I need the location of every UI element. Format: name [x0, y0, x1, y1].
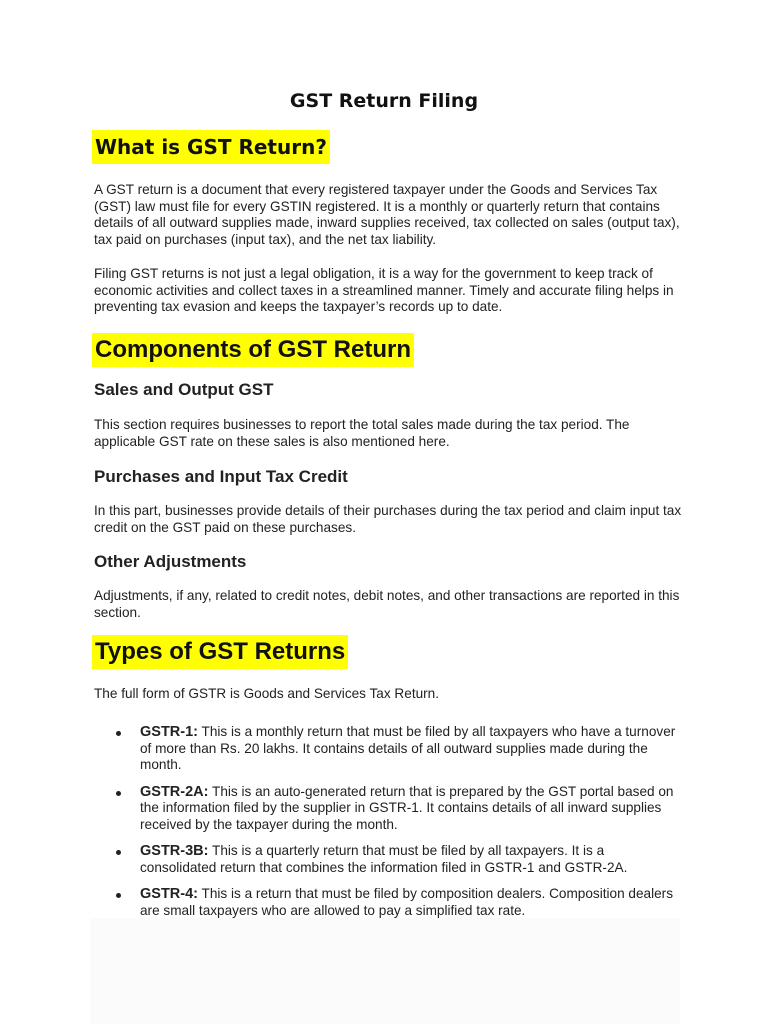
subheading-other-adjustments: Other Adjustments: [94, 552, 247, 571]
description-gstr-4: This is a return that must be filed by composition dealers. Composition dealers are small taxpayers who are allowed to pay a simplified tax rate.: [140, 886, 674, 918]
section-heading-components: Components of GST Return: [92, 333, 414, 367]
list-item-gstr-1: [94, 724, 684, 774]
paragraph-gst-return-definition: A GST return is a document that every registered taxpayer under the Goods and Services Tax (GST) law must file for every GSTIN registered. It is a monthly or quarterly return that contains details of all outward supplies made, inward supplies received, tax collected on sales (output tax), tax paid on purchases (input tax), and the net tax liability.: [94, 182, 680, 247]
bullet-icon: [116, 791, 121, 796]
gst-return-types-list: [94, 724, 684, 929]
list-item-gstr-4: [94, 886, 684, 919]
description-gstr-2a: This is an auto-generated return that is prepared by the GST portal based on the information filed by the supplier in GSTR-1. It contains details of all inward supplies received by the taxpayer during the month.: [140, 783, 674, 832]
section-heading-types: Types of GST Returns: [92, 635, 348, 669]
bullet-icon: [116, 731, 121, 736]
paragraph-other-adjustments: Adjustments, if any, related to credit notes, debit notes, and other transactions are reported in this section.: [94, 588, 680, 620]
paragraph-purchases-itc: In this part, businesses provide details of their purchases during the tax period and claim input tax credit on the GST paid on these purchases.: [94, 503, 682, 535]
term-gstr-4: GSTR-4:: [140, 886, 198, 902]
subheading-purchases-itc: Purchases and Input Tax Credit: [94, 467, 348, 486]
paragraph-gstr-full-form: The full form of GSTR is Goods and Services Tax Return.: [94, 686, 440, 701]
section-heading-what-is-gst-return: What is GST Return?: [92, 130, 330, 164]
bullet-icon: [116, 893, 121, 898]
list-item-gstr-3b: [94, 843, 684, 876]
subheading-sales-output-gst: Sales and Output GST: [94, 380, 274, 399]
list-item-gstr-2a: [94, 784, 684, 834]
description-gstr-1: This is a monthly return that must be filed by all taxpayers who have a turnover of more than Rs. 20 lakhs. It contains details of all outward supplies made during the month.: [140, 724, 676, 772]
paragraph-filing-purpose: Filing GST returns is not just a legal obligation, it is a way for the government to keep track of economic activities and collect taxes in a streamlined manner. Timely and accurate filing helps in preventing tax evasion and keeps the taxpayer’s records up to date.: [94, 266, 674, 314]
description-gstr-3b: This is a quarterly return that must be filed by all taxpayers. It is a consolidated return that combines the information filed in GSTR-1 and GSTR-2A.: [140, 843, 628, 875]
document-title: GST Return Filing: [289, 90, 479, 112]
term-gstr-3b: GSTR-3B:: [140, 843, 209, 859]
bullet-icon: [116, 850, 121, 855]
term-gstr-1: GSTR-1:: [140, 724, 198, 740]
paragraph-sales-output-gst: This section requires businesses to report the total sales made during the tax period. The applicable GST rate on these sales is also mentioned here.: [94, 417, 630, 449]
term-gstr-2a: GSTR-2A:: [140, 783, 209, 800]
page-bottom-area: [90, 918, 680, 1024]
